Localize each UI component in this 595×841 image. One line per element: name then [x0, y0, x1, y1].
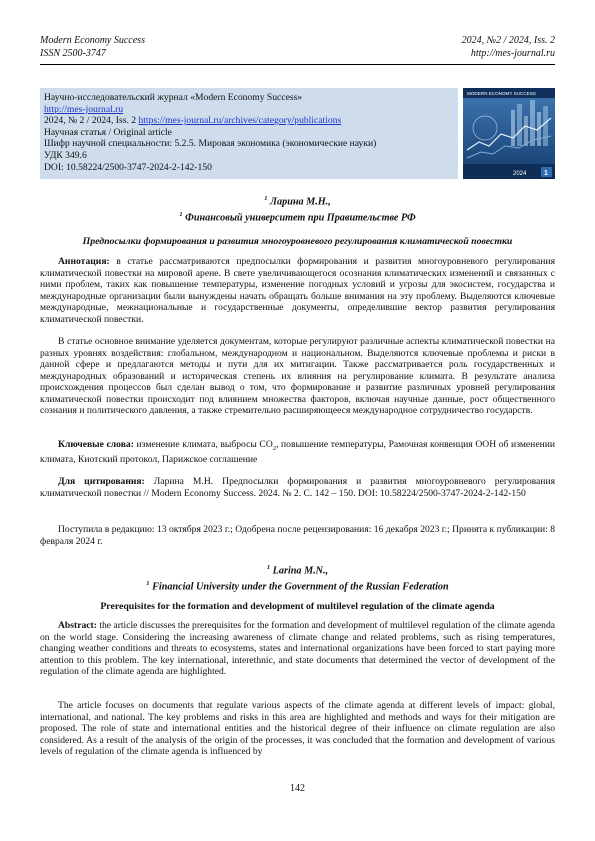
- issue-info: 2024, №2 / 2024, Iss. 2: [461, 35, 555, 46]
- abstract-ru-p1: [40, 256, 555, 325]
- journal-name: Modern Economy Success: [40, 35, 145, 46]
- cover-title: MODERN ECONOMY SUCCESS: [467, 91, 536, 96]
- header-divider: [40, 64, 555, 65]
- issn: ISSN 2500-3747: [40, 48, 106, 59]
- author-ru-sup: 1: [264, 195, 268, 202]
- abstract-en-p2: The article focuses on documents that regulate various aspects of the climate agenda at different levels of impact: global, international, and national. The key problems and risks in this area are highlighted and methods and ways for their mitigation are proposed. The role of state and international entities and the historical degree of their influence on climate regulation are also considered. As a result of the analysis of the origin of the processes, it was concluded that the formation and development of various levels of regulation of the climate agenda is influenced by: [40, 700, 555, 757]
- affiliation-ru-sup: 1: [179, 210, 183, 218]
- page-number: 142: [290, 783, 305, 794]
- issue-line: 2024, № 2 / 2024, Iss. 2: [44, 115, 139, 127]
- doi: DOI: 10.58224/2500-3747-2024-2-142-150: [44, 161, 212, 173]
- author-en-sup: 1: [266, 564, 271, 571]
- cover-issue-number: 1: [544, 170, 548, 177]
- keywords-ru-label: Ключевые слова:: [58, 439, 134, 450]
- article-title-ru: Предпосылки формирования и развития многоуровневого регулирования климатической повестки: [82, 236, 513, 247]
- abstract-en-label: Abstract:: [58, 620, 97, 631]
- journal-url: http://mes-journal.ru: [470, 48, 555, 59]
- keywords-ru: Ключевые слова: изменение климата, выбросы $CO_2$, повышение температуры, Рамочная конвенция ООН об изменении климата, Киотский протокол, Парижское соглашение: [40, 439, 555, 466]
- authors-en: [40, 562, 555, 594]
- article-type: Научная статья / Original article: [44, 126, 172, 138]
- citation-ru-text: Ларина М.Н. Предпосылки формирования и развития многоуровневого регулирования климатической повестки // Modern Economy Success. 2024. № 2. С. 142 – 150. DOI: 10.58224/2500-3747-2024-2-142-150: [40, 476, 555, 499]
- affiliation-en-sup: 1: [146, 579, 150, 587]
- abstract-en-text-1: the article discusses the prerequisites for the formation and development of multilevel regulation of the climate agenda on the world stage. Considering the increasing awareness of climate change and related problems, such as rising temperatures, changing weather conditions and threats to ecosystems, states and international organizations have been forced to start paying more attention to this problem. The key international, interethnic, and state documents that determined the vector of development of the regulation of the climate agenda are highlighted.: [40, 620, 555, 677]
- citation-ru-label: Для цитирования:: [58, 476, 145, 487]
- specialty-code: Шифр научной специальности: 5.2.5. Мировая экономика (экономические науки): [44, 138, 377, 150]
- citation-ru: [40, 476, 555, 499]
- affiliation-ru: Финансовый университет при Правительстве РФ: [182, 212, 416, 224]
- abstract-ru-p2: В статье основное внимание уделяется документам, которые регулируют различные аспекты климатической повестки на разных уровнях воздействия: глобальном, международном и национальном. Выделяются ключевые проблемы и риски в данной сфере и предлагаются методы и пути для их митигации. Также рассматривается роль государственных и международных образований и историческая степень их влияния на регулирование климата. В результате анализа происхождения процессов был сделан вывод о том, что формирование и развитие различных уровней регулирования климатической повестки происходит под влиянием множества факторов, включая научные данные, рост общественного сознания и политического давления, а также стремительно расширяющееся международное сотрудничество государств.: [40, 336, 555, 416]
- abstract-ru-text-1: в статье рассматриваются предпосылки формирования и развития многоуровневого регулирования климатической повестки на мировой арене. В свете увеличивающегося осознания климатических изменений и связанных с ними проблем, таких как повышение температуры, изменение погодных условий и угрозы для экосистем, государства и международные организации были вынуждены начать обращать больше внимания на эту проблему. Выделяются ключевые международные, межнациональные и государственные документы, определившие вектор развития регулирования климатической повестки.: [40, 256, 555, 325]
- cover-year: 2024: [513, 171, 527, 177]
- article-title-en: Prerequisites for the formation and development of multilevel regulation of the climate agenda: [100, 601, 495, 612]
- site-link[interactable]: http://mes-journal.ru: [44, 103, 124, 115]
- journal-cover-image: [463, 88, 555, 179]
- abstract-ru-label: Аннотация:: [58, 256, 110, 267]
- article-info: [44, 92, 376, 173]
- submission-dates: Поступила в редакцию: 13 октября 2023 г.; Одобрена после рецензирования: 16 декабря 2023 г.; Принята к публикации: 8 февраля 2024 г.: [40, 524, 555, 547]
- co2-subscript: 2: [272, 444, 276, 452]
- archive-link[interactable]: https://mes-journal.ru/archives/category/publications: [138, 115, 342, 127]
- udc: УДК 349.6: [44, 149, 87, 161]
- authors-ru: [40, 193, 555, 225]
- journal-line: Научно-исследовательский журнал «Modern Economy Success»: [44, 92, 303, 103]
- author-en: Larina M.N.,: [270, 565, 329, 577]
- affiliation-en: Financial University under the Government of the Russian Federation: [149, 581, 449, 593]
- abstract-en-p1: [40, 620, 555, 678]
- author-ru: Ларина М.Н.,: [267, 196, 331, 208]
